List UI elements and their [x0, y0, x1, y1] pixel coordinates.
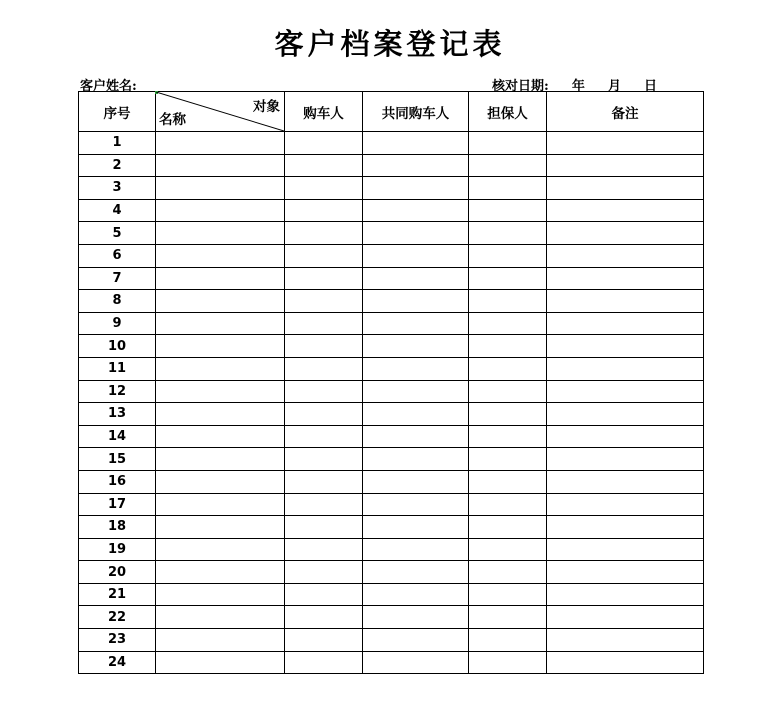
row-seq: 3 — [79, 177, 156, 200]
buyer-cell[interactable] — [285, 290, 363, 313]
buyer-cell[interactable] — [285, 425, 363, 448]
row-seq: 12 — [79, 380, 156, 403]
remark-cell[interactable] — [547, 177, 704, 200]
table-row — [79, 290, 704, 313]
guarantor-cell[interactable] — [469, 516, 547, 539]
remark-cell[interactable] — [547, 132, 704, 155]
guarantor-cell[interactable] — [469, 493, 547, 516]
buyer-cell[interactable] — [285, 335, 363, 358]
remark-cell[interactable] — [547, 222, 704, 245]
name-cell[interactable] — [156, 516, 285, 539]
month-label: 月 — [607, 79, 621, 94]
guarantor-cell[interactable] — [469, 357, 547, 380]
co-buyer-cell[interactable] — [363, 177, 469, 200]
row-seq: 5 — [79, 222, 156, 245]
name-cell[interactable] — [156, 538, 285, 561]
guarantor-cell[interactable] — [469, 606, 547, 629]
remark-cell[interactable] — [547, 629, 704, 652]
buyer-cell[interactable] — [285, 222, 363, 245]
co-buyer-cell[interactable] — [363, 312, 469, 335]
name-cell[interactable] — [156, 651, 285, 674]
co-buyer-cell[interactable] — [363, 222, 469, 245]
buyer-cell[interactable] — [285, 380, 363, 403]
name-cell[interactable] — [156, 290, 285, 313]
co-buyer-cell[interactable] — [363, 199, 469, 222]
co-buyer-cell[interactable] — [363, 290, 469, 313]
co-buyer-cell[interactable] — [363, 132, 469, 155]
name-cell[interactable] — [156, 470, 285, 493]
co-buyer-cell[interactable] — [363, 244, 469, 267]
co-buyer-cell[interactable] — [363, 629, 469, 652]
name-cell[interactable] — [156, 199, 285, 222]
co-buyer-cell[interactable] — [363, 425, 469, 448]
row-seq: 18 — [79, 516, 156, 539]
name-cell[interactable] — [156, 561, 285, 584]
remark-cell[interactable] — [547, 583, 704, 606]
co-buyer-cell[interactable] — [363, 606, 469, 629]
table-row — [79, 516, 704, 539]
remark-cell[interactable] — [547, 267, 704, 290]
guarantor-cell[interactable] — [469, 583, 547, 606]
name-cell[interactable] — [156, 177, 285, 200]
row-seq: 9 — [79, 312, 156, 335]
table-row — [79, 380, 704, 403]
remark-cell[interactable] — [547, 154, 704, 177]
row-seq: 15 — [79, 448, 156, 471]
table-row — [79, 651, 704, 674]
row-seq: 6 — [79, 244, 156, 267]
table-row — [79, 403, 704, 426]
name-cell[interactable] — [156, 403, 285, 426]
guarantor-cell[interactable] — [469, 561, 547, 584]
name-cell[interactable] — [156, 267, 285, 290]
name-cell[interactable] — [156, 357, 285, 380]
row-seq: 1 — [79, 132, 156, 155]
table-row — [79, 493, 704, 516]
name-cell[interactable] — [156, 244, 285, 267]
co-buyer-cell[interactable] — [363, 154, 469, 177]
guarantor-cell[interactable] — [469, 380, 547, 403]
remark-cell[interactable] — [547, 357, 704, 380]
buyer-cell[interactable] — [285, 154, 363, 177]
header-guarantor: 担保人 — [469, 92, 547, 132]
remark-cell[interactable] — [547, 335, 704, 358]
name-cell[interactable] — [156, 425, 285, 448]
row-seq: 20 — [79, 561, 156, 584]
row-seq: 4 — [79, 199, 156, 222]
buyer-cell[interactable] — [285, 651, 363, 674]
table-row — [79, 267, 704, 290]
guarantor-cell[interactable] — [469, 538, 547, 561]
name-cell[interactable] — [156, 629, 285, 652]
buyer-cell[interactable] — [285, 267, 363, 290]
guarantor-cell[interactable] — [469, 403, 547, 426]
row-seq: 11 — [79, 357, 156, 380]
co-buyer-cell[interactable] — [363, 583, 469, 606]
name-cell[interactable] — [156, 448, 285, 471]
table-row — [79, 222, 704, 245]
table-row — [79, 561, 704, 584]
remark-cell[interactable] — [547, 538, 704, 561]
co-buyer-cell[interactable] — [363, 403, 469, 426]
guarantor-cell[interactable] — [469, 312, 547, 335]
header-co-buyer: 共同购车人 — [363, 92, 469, 132]
remark-cell[interactable] — [547, 470, 704, 493]
name-cell[interactable] — [156, 222, 285, 245]
remark-cell[interactable] — [547, 561, 704, 584]
co-buyer-cell[interactable] — [363, 493, 469, 516]
remark-cell[interactable] — [547, 425, 704, 448]
remark-cell[interactable] — [547, 380, 704, 403]
name-cell[interactable] — [156, 583, 285, 606]
remark-cell[interactable] — [547, 651, 704, 674]
header-row — [79, 92, 704, 132]
buyer-cell[interactable] — [285, 244, 363, 267]
guarantor-cell[interactable] — [469, 199, 547, 222]
co-buyer-cell[interactable] — [363, 335, 469, 358]
buyer-cell[interactable] — [285, 312, 363, 335]
co-buyer-cell[interactable] — [363, 516, 469, 539]
buyer-cell[interactable] — [285, 357, 363, 380]
row-seq: 16 — [79, 470, 156, 493]
name-cell[interactable] — [156, 154, 285, 177]
table-row — [79, 244, 704, 267]
buyer-cell[interactable] — [285, 403, 363, 426]
name-cell[interactable] — [156, 312, 285, 335]
buyer-cell[interactable] — [285, 132, 363, 155]
row-seq: 8 — [79, 290, 156, 313]
guarantor-cell[interactable] — [469, 222, 547, 245]
guarantor-cell[interactable] — [469, 335, 547, 358]
remark-cell[interactable] — [547, 403, 704, 426]
co-buyer-cell[interactable] — [363, 470, 469, 493]
name-cell[interactable] — [156, 335, 285, 358]
guarantor-cell[interactable] — [469, 425, 547, 448]
buyer-cell[interactable] — [285, 606, 363, 629]
guarantor-cell[interactable] — [469, 651, 547, 674]
buyer-cell[interactable] — [285, 493, 363, 516]
guarantor-cell[interactable] — [469, 290, 547, 313]
day-label: 日 — [644, 79, 658, 94]
buyer-cell[interactable] — [285, 583, 363, 606]
guarantor-cell[interactable] — [469, 177, 547, 200]
guarantor-cell[interactable] — [469, 470, 547, 493]
header-buyer: 购车人 — [285, 92, 363, 132]
remark-cell[interactable] — [547, 516, 704, 539]
co-buyer-cell[interactable] — [363, 380, 469, 403]
year-label: 年 — [571, 79, 585, 94]
row-seq: 2 — [79, 154, 156, 177]
header-seq: 序号 — [79, 92, 156, 132]
customer-record-table — [78, 91, 704, 674]
table-row — [79, 425, 704, 448]
buyer-cell[interactable] — [285, 199, 363, 222]
name-cell[interactable] — [156, 132, 285, 155]
table-row — [79, 583, 704, 606]
table-row — [79, 312, 704, 335]
table-row — [79, 538, 704, 561]
check-date-label: 核对日期: — [492, 79, 549, 94]
guarantor-cell[interactable] — [469, 267, 547, 290]
table-row — [79, 470, 704, 493]
guarantor-cell[interactable] — [469, 629, 547, 652]
row-seq: 7 — [79, 267, 156, 290]
form-title: 客户档案登记表 — [274, 27, 506, 61]
co-buyer-cell[interactable] — [363, 267, 469, 290]
name-cell[interactable] — [156, 380, 285, 403]
row-seq: 17 — [79, 493, 156, 516]
co-buyer-cell[interactable] — [363, 561, 469, 584]
table-row — [79, 357, 704, 380]
header-diagonal-cell — [156, 92, 285, 132]
guarantor-cell[interactable] — [469, 154, 547, 177]
table-row — [79, 335, 704, 358]
co-buyer-cell[interactable] — [363, 651, 469, 674]
remark-cell[interactable] — [547, 312, 704, 335]
table-row — [79, 448, 704, 471]
table-body — [79, 132, 704, 674]
co-buyer-cell[interactable] — [363, 448, 469, 471]
row-seq: 21 — [79, 583, 156, 606]
buyer-cell[interactable] — [285, 470, 363, 493]
table-row — [79, 199, 704, 222]
buyer-cell[interactable] — [285, 516, 363, 539]
row-seq: 23 — [79, 629, 156, 652]
table-row — [79, 154, 704, 177]
guarantor-cell[interactable] — [469, 448, 547, 471]
remark-cell[interactable] — [547, 448, 704, 471]
remark-cell[interactable] — [547, 244, 704, 267]
buyer-cell[interactable] — [285, 538, 363, 561]
buyer-cell[interactable] — [285, 448, 363, 471]
remark-cell[interactable] — [547, 493, 704, 516]
row-seq: 14 — [79, 425, 156, 448]
co-buyer-cell[interactable] — [363, 538, 469, 561]
buyer-cell[interactable] — [285, 629, 363, 652]
row-seq: 10 — [79, 335, 156, 358]
remark-cell[interactable] — [547, 606, 704, 629]
header-object: 对象 — [253, 99, 280, 115]
row-seq: 19 — [79, 538, 156, 561]
name-cell[interactable] — [156, 493, 285, 516]
remark-cell[interactable] — [547, 199, 704, 222]
remark-cell[interactable] — [547, 290, 704, 313]
table-row — [79, 606, 704, 629]
table-row — [79, 132, 704, 155]
table-row — [79, 629, 704, 652]
customer-name-label: 客户姓名: — [80, 79, 137, 94]
co-buyer-cell[interactable] — [363, 357, 469, 380]
name-cell[interactable] — [156, 606, 285, 629]
header-name: 名称 — [159, 112, 186, 128]
row-seq: 13 — [79, 403, 156, 426]
row-seq: 24 — [79, 651, 156, 674]
guarantor-cell[interactable] — [469, 132, 547, 155]
guarantor-cell[interactable] — [469, 244, 547, 267]
row-seq: 22 — [79, 606, 156, 629]
table-row — [79, 177, 704, 200]
buyer-cell[interactable] — [285, 177, 363, 200]
buyer-cell[interactable] — [285, 561, 363, 584]
header-remark: 备注 — [547, 92, 704, 132]
